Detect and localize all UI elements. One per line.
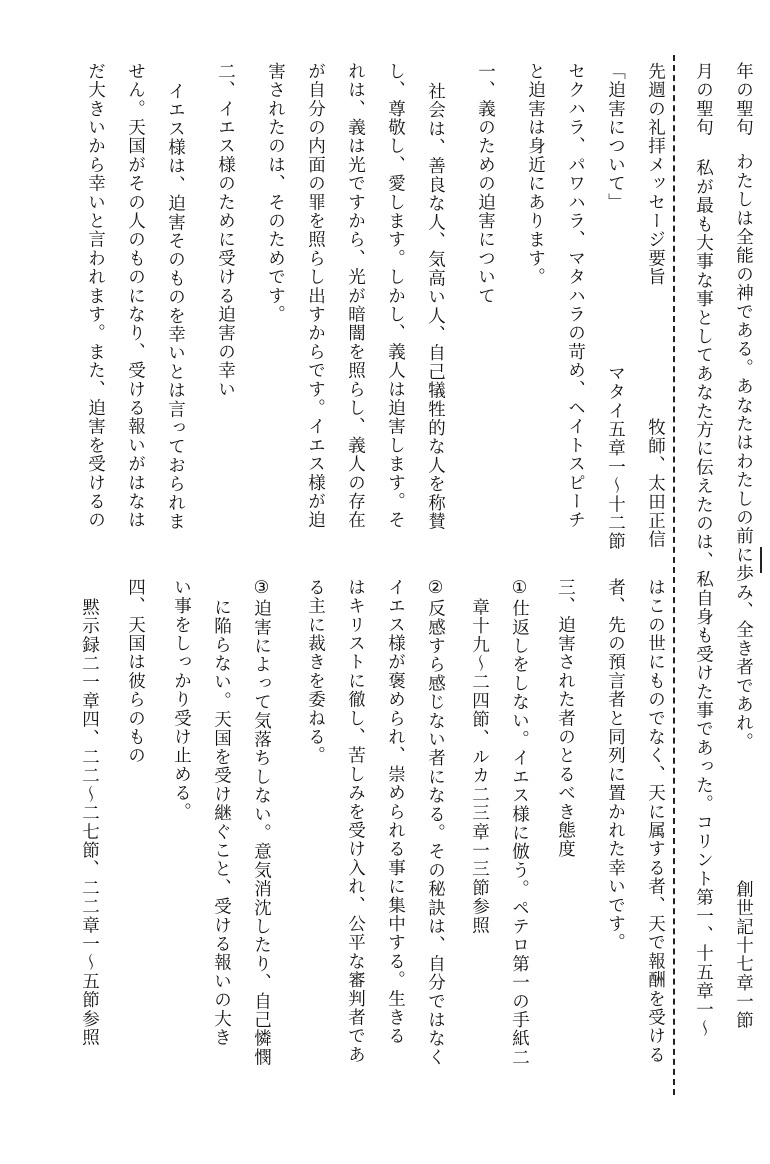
heading-1: 一、義のための迫害について (475, 62, 496, 306)
heading-3: 三、迫害された者のとるべき態度 (555, 578, 576, 859)
page-tick-mark (760, 547, 762, 573)
p1-line-5: 害されたのは、そのためです。 (265, 62, 286, 324)
p3-line-6: る主に裁きを委ねる。 (305, 578, 326, 765)
p1-line-1: 社会は、善良な人、気高い人、自己犠牲的な人を称賛 (425, 82, 446, 531)
p2-line-3: だ大きいから幸いと言われます。また、迫害を受けるの (85, 62, 106, 530)
pastor-name: 牧師、太田正信 (645, 418, 666, 549)
column-divider (673, 55, 675, 1095)
p4-line: 黙示録二一章四、二二～二七節、二二章一～五節参照 (79, 598, 100, 1047)
sermon-scripture: マタイ五章一～十二節 (605, 364, 626, 551)
p3-line-3: ②反感すら感じない者になる。その秘訣は、自分ではなく (425, 578, 446, 1067)
p3-line-5: はキリストに徹し、苦しみを受け入れ、公平な審判者であ (345, 578, 366, 1065)
sermon-header: 先週の礼拝メッセージ要旨 (645, 62, 666, 287)
month-verse-label: 月の聖句 (693, 62, 714, 137)
p3-line-4: イエス様が褒められ、崇められる事に集中する。生きる (385, 578, 406, 1046)
intro-line-2: と迫害は身近にあります。 (525, 62, 546, 287)
p1-line-3: れは、義は光ですから、光が暗闇を照らし、義人の存在 (345, 62, 366, 530)
p3-line-8: に陥らない。天国を受け継ぐこと、受ける報いの大き (211, 598, 232, 1047)
year-verse-text: わたしは全能の神である。あなたはわたしの前に歩み、全き者であれ。 (733, 152, 754, 752)
p3-line-1: ①仕返しをしない。イエス様に倣う。ペテロ第一の手紙二 (509, 578, 530, 1067)
p2-line-1: イエス様は、迫害そのものを幸いとは言っておられま (165, 82, 186, 531)
sermon-title: 「迫害について」 (605, 62, 626, 212)
p1-line-2: し、尊敬し、愛します。しかし、義人は迫害します。そ (385, 62, 406, 530)
year-verse-label: 年の聖句 (733, 62, 754, 137)
heading-4: 四、天国は彼らのもの (125, 578, 146, 765)
p2-line-2: せん。天国がその人のものになり、受ける報いがはなは (125, 62, 146, 530)
p3-line-2: 章十九～二四節、ルカ二三章一三節参照 (469, 598, 490, 935)
year-verse (734, 62, 752, 751)
p1-line-4: が自分の内面の罪を照らし出すからです。イエス様が迫 (305, 62, 326, 530)
month-verse (694, 62, 712, 1038)
p2b-line-1: はこの世にものでなく、天に属する者、天で報酬を受ける (645, 578, 666, 1065)
p3-line-9: い事をしっかり受け止める。 (171, 578, 192, 822)
p3-line-7: ③迫害によって気落ちしない。意気消沈したり、自己憐憫 (251, 578, 272, 1067)
year-verse-reference: 創世記十七章一節 (733, 880, 754, 1030)
intro-line-1: セクハラ、パワハラ、マタハラの苛め、ヘイトスピーチ (565, 62, 586, 530)
p2b-line-2: 者、先の預言者と同列に置かれた幸いです。 (605, 578, 626, 952)
heading-2: 二、イエス様のために受ける迫害の幸い (215, 62, 236, 399)
month-verse-text: 私が最も大事な事としてあなた方に伝えたのは、私自身も受けた事であった。コリント第一、十五章一～ (693, 158, 714, 1038)
